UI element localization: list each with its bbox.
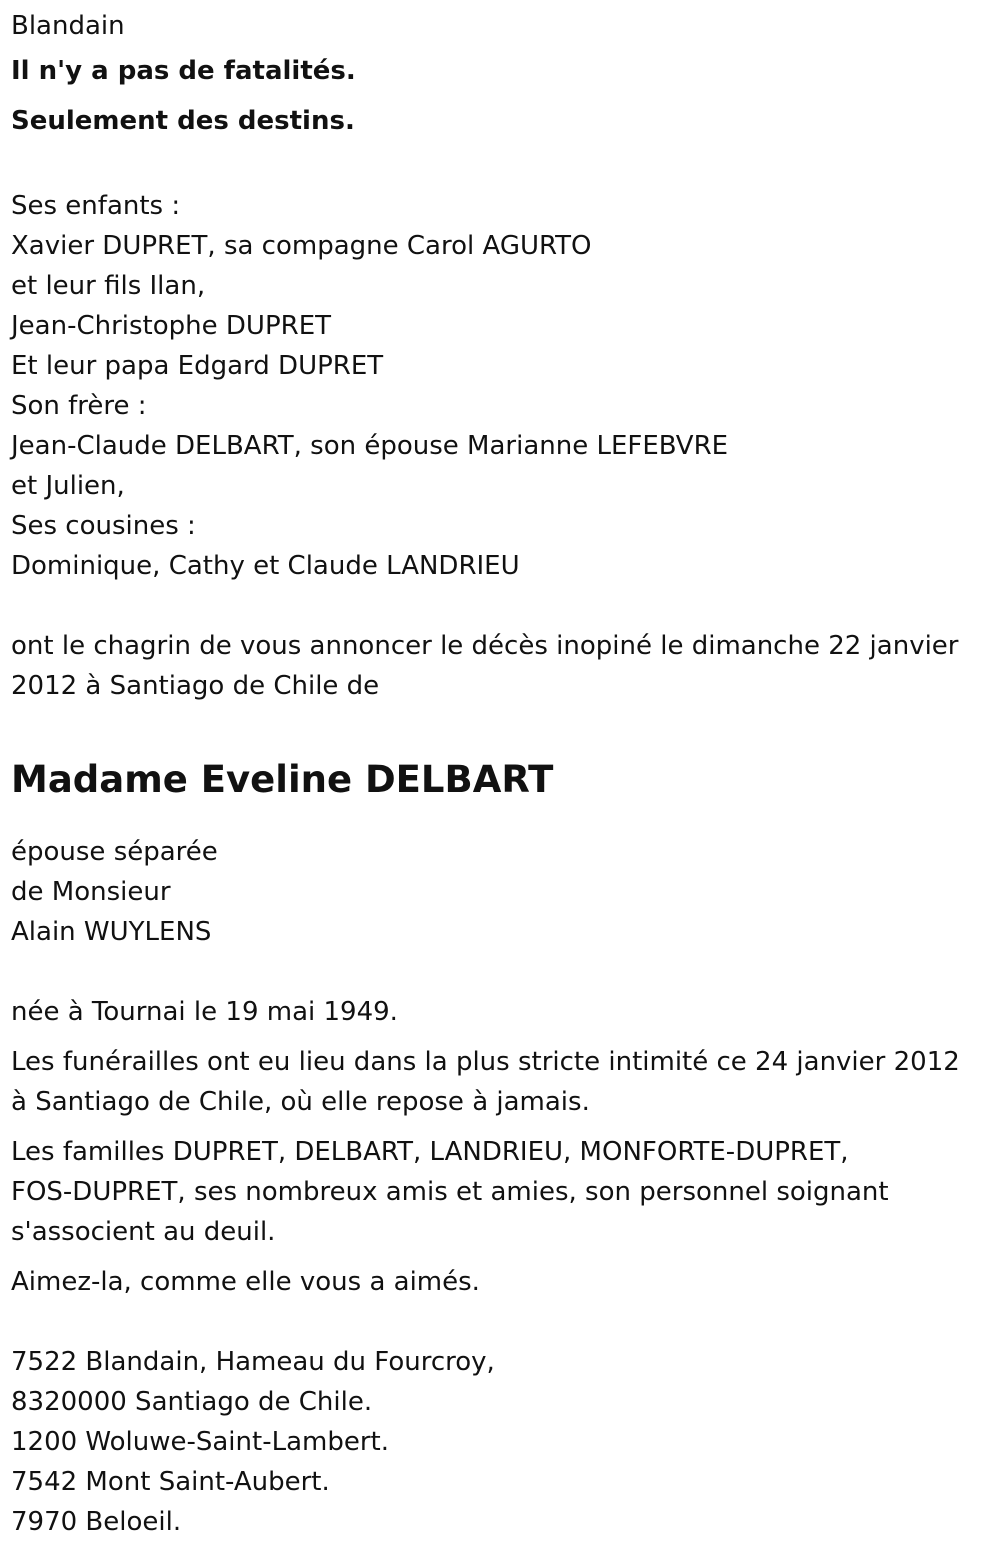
spouse-line: épouse séparée (11, 837, 218, 867)
address-line: 1200 Woluwe-Saint-Lambert. (11, 1427, 389, 1457)
quote-line-1: Il n'y a pas de fatalités. (11, 56, 356, 86)
announcement-line-2: 2012 à Santiago de Chile de (11, 671, 380, 701)
funeral-info (11, 1042, 991, 1122)
funeral-line-2: à Santiago de Chile, où elle repose à jamais. (11, 1087, 590, 1117)
families-line-2: FOS-DUPRET, ses nombreux amis et amies, son personnel soignant (11, 1177, 889, 1207)
family-line: et Julien, (11, 471, 125, 501)
place-heading: Blandain (11, 11, 125, 41)
address-line: 7542 Mont Saint-Aubert. (11, 1467, 330, 1497)
quote-line-2: Seulement des destins. (11, 106, 355, 136)
address-line: 7970 Beloeil. (11, 1507, 182, 1537)
closing-text: Aimez-la, comme elle vous a aimés. (11, 1267, 480, 1297)
families-line-1: Les familles DUPRET, DELBART, LANDRIEU, MONFORTE-DUPRET, (11, 1137, 849, 1167)
address-line: 7522 Blandain, Hameau du Fourcroy, (11, 1347, 495, 1377)
spouse-info (11, 832, 991, 952)
family-line: Ses cousines : (11, 511, 196, 541)
address-line: 8320000 Santiago de Chile. (11, 1387, 373, 1417)
family-line: Xavier DUPRET, sa compagne Carol AGURTO (11, 231, 592, 261)
family-line: Dominique, Cathy et Claude LANDRIEU (11, 551, 520, 581)
families-line-3: s'associent au deuil. (11, 1217, 276, 1247)
obituary-notice (11, 6, 991, 1542)
birth-info: née à Tournai le 19 mai 1949. (11, 997, 398, 1027)
family-line: Son frère : (11, 391, 147, 421)
family-list (11, 186, 991, 586)
address-list (11, 1342, 991, 1542)
spouse-line: de Monsieur (11, 877, 171, 907)
family-line: Jean-Christophe DUPRET (11, 311, 331, 341)
family-line: Jean-Claude DELBART, son épouse Marianne LEFEBVRE (11, 431, 729, 461)
deceased-name: Madame Eveline DELBART (11, 758, 554, 801)
announcement-line-1: ont le chagrin de vous annoncer le décès inopiné le dimanche 22 janvier (11, 631, 959, 661)
families-info (11, 1132, 991, 1252)
family-line: Et leur papa Edgard DUPRET (11, 351, 384, 381)
funeral-line-1: Les funérailles ont eu lieu dans la plus stricte intimité ce 24 janvier 2012 (11, 1047, 960, 1077)
family-line: et leur fils Ilan, (11, 271, 206, 301)
family-line: Ses enfants : (11, 191, 181, 221)
announcement (11, 626, 991, 706)
spouse-line: Alain WUYLENS (11, 917, 212, 947)
